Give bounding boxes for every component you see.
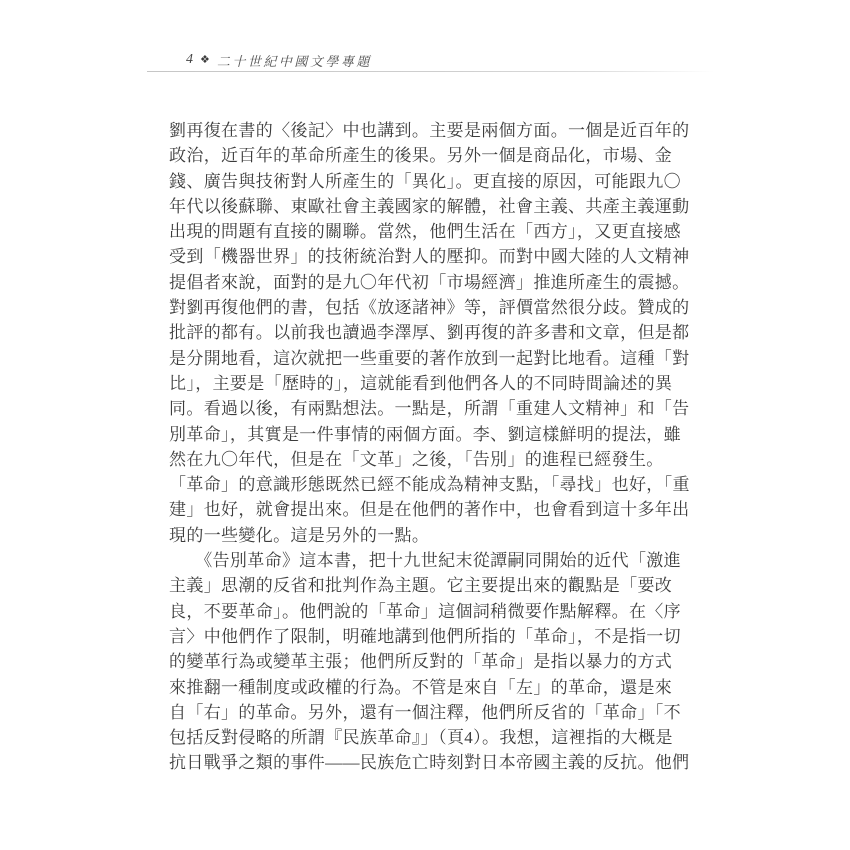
text-line: 「革命」的意識形態既然已經不能成為精神支點，「尋找」也好，「重 [169, 475, 690, 495]
paragraph [169, 548, 691, 776]
text-line: 比」，主要是「歷時的」，這就能看到他們各人的不同時間論述的異 [169, 373, 673, 393]
text-line: 對劉再復他們的書，包括《放逐諸神》等，評價當然很分歧。贊成的 [169, 298, 690, 318]
diamond-ornament-icon: ❖ [200, 53, 210, 66]
text-line: 《告別革命》這本書，把十九世紀末從譚嗣同開始的近代「激進 [169, 551, 681, 571]
text-line: 然在九〇年代，但是在「文革」之後，「告別」的進程已經發生。 [169, 449, 664, 469]
text-line: 來推翻一種制度或政權的行為。不管是來自「左」的革命，還是來 [169, 677, 673, 697]
text-line: 政治，近百年的革命所產生的後果。另外一個是商品化，市場、金 [169, 146, 673, 166]
text-line: 建」也好，就會提出來。但是在他們的著作中，也會看到這十多年出 [169, 500, 690, 520]
header-rule [147, 71, 714, 72]
text-line: 錢、廣告與技術對人所產生的「異化」。更直接的原因，可能跟九〇 [169, 171, 681, 191]
body-text [169, 118, 691, 776]
text-line: 言〉中他們作了限制，明確地講到他們所指的「革命」，不是指一切 [169, 626, 681, 646]
text-line: 良，不要革命」。他們說的「革命」這個詞稍微要作點解釋。在〈序 [169, 601, 681, 621]
text-line: 現的一些變化。這是另外的一點。 [169, 525, 430, 545]
text-line: 包括反對侵略的所謂『民族革命』」（頁4）。我想，這裡指的大概是 [169, 728, 673, 748]
running-title: 二十世紀中國文學專題 [216, 53, 372, 69]
text-line: 別革命」，其實是一件事情的兩個方面。李、劉這樣鮮明的提法，雖 [169, 424, 681, 444]
text-line: 自「右」的革命。另外，還有一個注釋，他們所反省的「革命」「不 [169, 702, 681, 722]
page-number: 4 [186, 52, 193, 67]
text-line: 抗日戰爭之類的事件——民族危亡時刻對日本帝國主義的反抗。他們 [169, 753, 690, 773]
text-line: 是分開地看，這次就把一些重要的著作放到一起對比地看。這種「對 [169, 348, 690, 368]
text-line: 年代以後蘇聯、東歐社會主義國家的解體，社會主義、共產主義運動 [169, 196, 690, 216]
paragraph [169, 118, 691, 548]
text-line: 主義」思潮的反省和批判作為主題。它主要提出來的觀點是「要改 [169, 576, 673, 596]
text-line: 出現的問題有直接的關聯。當然，他們生活在「西方」，又更直接感 [169, 222, 681, 242]
text-line: 受到「機器世界」的技術統治對人的壓抑。而對中國大陸的人文精神 [169, 247, 690, 267]
text-line: 提倡者來說，面對的是九〇年代初「市場經濟」推進所產生的震撼。 [169, 272, 690, 292]
text-line: 批評的都有。以前我也讀過李澤厚、劉再復的許多書和文章，但是都 [169, 323, 690, 343]
text-line: 同。看過以後，有兩點想法。一點是，所謂「重建人文精神」和「告 [169, 399, 690, 419]
text-line: 劉再復在書的〈後記〉中也講到。主要是兩個方面。一個是近百年的 [169, 121, 690, 140]
text-line: 的變革行為或變革主張；他們所反對的「革命」是指以暴力的方式 [169, 652, 673, 672]
running-header [186, 51, 372, 69]
